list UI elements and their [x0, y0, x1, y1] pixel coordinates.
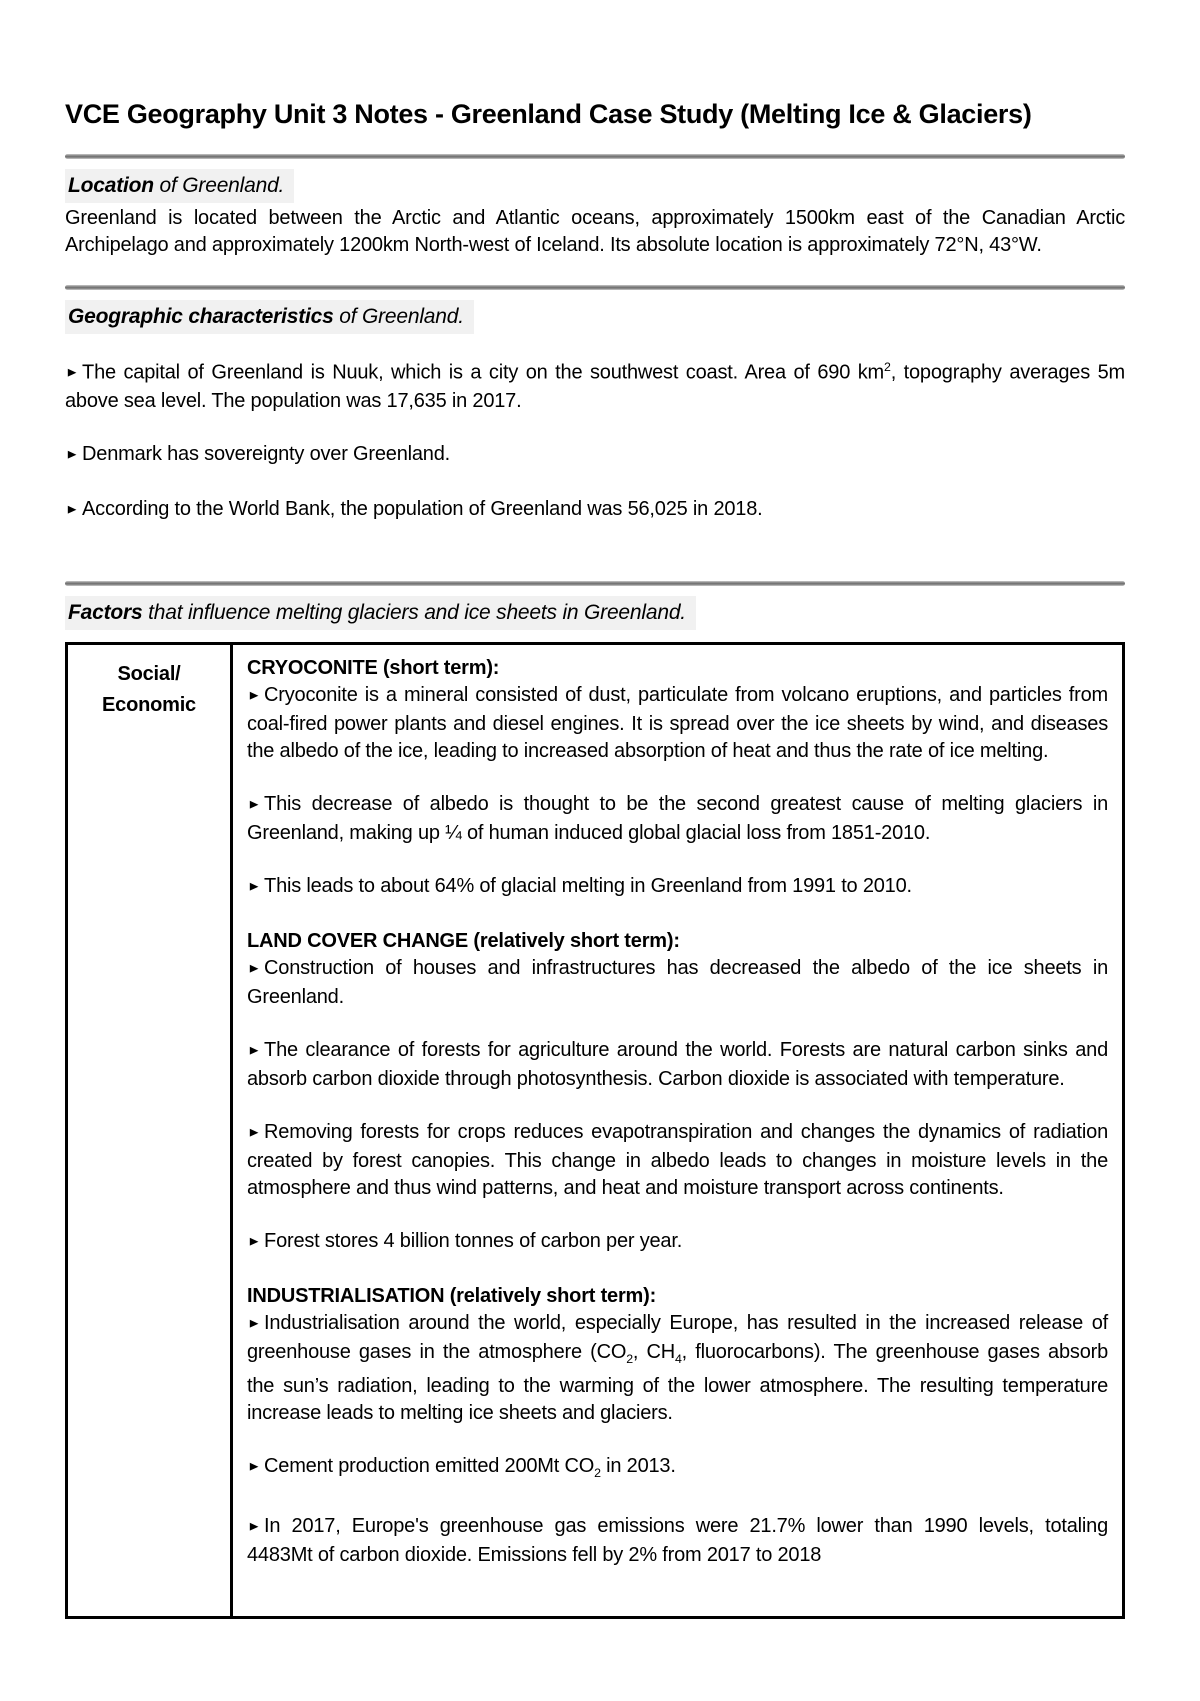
bullet-arrow-icon: ►	[247, 1044, 262, 1059]
row-label-line: Social/	[117, 663, 181, 686]
section-heading-highlight	[65, 596, 696, 630]
bullet-arrow-icon: ►	[247, 798, 262, 813]
bullet-text: Construction of houses and infrastructures has decreased the albedo of the ice sheets in Greenland.	[247, 957, 1108, 1009]
bullet-arrow-icon: ►	[247, 689, 262, 704]
row-label-cell	[67, 644, 232, 1618]
section-heading-lead: Factors	[68, 601, 143, 625]
industrialisation-bullet	[247, 1513, 1108, 1569]
cryoconite-bullet	[247, 791, 1108, 847]
bullet-text: According to the World Bank, the population of Greenland was 56,025 in 2018.	[82, 498, 763, 521]
page-title: VCE Geography Unit 3 Notes - Greenland Case Study (Melting Ice & Glaciers)	[65, 99, 1032, 129]
bullet-arrow-icon: ►	[247, 962, 262, 977]
cryoconite-bullet	[247, 873, 1108, 902]
industrialisation-bullet	[247, 1453, 1108, 1487]
bullet-text: , fluorocarbons). The greenhouse gases absorb the sun’s radiation, leading to the warming of the lower atmosphere. The resulting temperature increase leads to melting ice sheets and glaciers.	[247, 1341, 1109, 1425]
bullet-text: This leads to about 64% of glacial melting in Greenland from 1991 to 2010.	[264, 875, 912, 898]
bullet-arrow-icon: ►	[247, 1460, 262, 1475]
bullet-text: Cement production emitted 200Mt CO	[264, 1455, 595, 1478]
bullet-arrow-icon: ►	[247, 1235, 262, 1250]
row-content-cell	[232, 644, 1124, 1618]
bullet-arrow-icon: ►	[65, 503, 80, 518]
bullet-text: In 2017, Europe's greenhouse gas emissions were 21.7% lower than 1990 levels, totaling 4483Mt of carbon dioxide. Emissions fell by 2% from 2017 to 2018	[247, 1515, 1108, 1567]
section-heading-rest: that influence melting glaciers and ice sheets in Greenland.	[142, 601, 686, 625]
land-cover-bullet	[247, 1228, 1108, 1257]
bullet-text: Removing forests for crops reduces evapotranspiration and changes the dynamics of radiation created by forest canopies. This change in albedo leads to changes in moisture levels in the atmosphere and thus wind patterns, and heat and moisture transport across continents.	[247, 1121, 1108, 1200]
location-paragraph: Greenland is located between the Arctic and Atlantic oceans, approximately 1500km east of the Canadian Arctic Archipelago and approximately 1200km North-west of Iceland. Its absolute location is approximately 72°N, 43°W.	[65, 206, 1125, 256]
bullet-arrow-icon: ►	[247, 1317, 262, 1332]
land-cover-heading: LAND COVER CHANGE (relatively short term):	[247, 930, 680, 953]
bullet-text: , topography averages 5m above sea level. The population was 17,635 in 2017.	[65, 361, 1125, 413]
section-heading-lead: Location	[68, 173, 154, 197]
table-row	[67, 644, 1124, 1618]
row-label-line: Economic	[102, 694, 196, 717]
bullet-text: , CH	[632, 1341, 675, 1364]
section-heading-factors	[65, 596, 1125, 630]
subscript: 2	[626, 1352, 633, 1367]
section-heading-geographic	[65, 300, 1125, 334]
cryoconite-bullet	[247, 682, 1108, 765]
bullet-text: This decrease of albedo is thought to be the second greatest cause of melting glaciers in Greenland, making up ¼ of human induced global glacial loss from 1851-2010.	[247, 793, 1108, 845]
land-cover-bullet	[247, 955, 1108, 1011]
land-cover-bullet	[247, 1037, 1108, 1093]
bullet-text: Denmark has sovereignty over Greenland.	[82, 443, 450, 466]
bullet-arrow-icon: ►	[247, 1126, 262, 1141]
subscript: 2	[594, 1466, 601, 1481]
bullet-worldbank	[65, 496, 1125, 525]
vertical-spacer	[65, 551, 1125, 581]
bullet-text: in 2013.	[600, 1455, 676, 1478]
bullet-arrow-icon: ►	[247, 880, 262, 895]
bullet-text: Industrialisation around the world, especially Europe, has resulted in the increased release of greenhouse gases in the atmosphere (CO	[247, 1312, 1108, 1364]
bullet-text: Cryoconite is a mineral consisted of dust, particulate from volcano eruptions, and particles from coal-fired power plants and diesel engines. It is spread over the ice sheets by wind, and diseases the albedo of the ice, leading to increased absorption of heat and thus the rate of ice melting.	[247, 684, 1108, 763]
bullet-arrow-icon: ►	[247, 1520, 262, 1535]
cryoconite-heading: CRYOCONITE (short term):	[247, 657, 500, 680]
subscript: 4	[674, 1352, 682, 1367]
section-heading-rest: of Greenland.	[153, 173, 285, 197]
bullet-denmark	[65, 441, 1125, 470]
land-cover-bullet	[247, 1119, 1108, 1202]
section-heading-lead: Geographic characteristics	[68, 304, 334, 328]
industrialisation-heading: INDUSTRIALISATION (relatively short term):	[247, 1285, 657, 1308]
section-heading-rest: of Greenland.	[333, 304, 464, 328]
bullet-capital	[65, 354, 1125, 416]
bullet-text: The clearance of forests for agriculture around the world. Forests are natural carbon sinks and absorb carbon dioxide through photosynthesis. Carbon dioxide is associated with temperature.	[247, 1039, 1108, 1091]
horizontal-rule	[65, 581, 1125, 586]
bullet-arrow-icon: ►	[65, 366, 80, 381]
bullet-arrow-icon: ►	[65, 448, 80, 463]
bullet-text: The capital of Greenland is Nuuk, which is a city on the southwest coast. Area of 690 km	[82, 361, 884, 384]
section-heading-location	[65, 169, 1125, 203]
horizontal-rule	[65, 285, 1125, 290]
bullet-text: Forest stores 4 billion tonnes of carbon per year.	[264, 1230, 683, 1253]
section-heading-highlight	[65, 300, 474, 334]
section-heading-highlight	[65, 169, 294, 203]
industrialisation-bullet	[247, 1310, 1108, 1427]
horizontal-rule	[65, 154, 1125, 159]
superscript: 2	[884, 359, 891, 374]
factors-table	[65, 642, 1125, 1619]
